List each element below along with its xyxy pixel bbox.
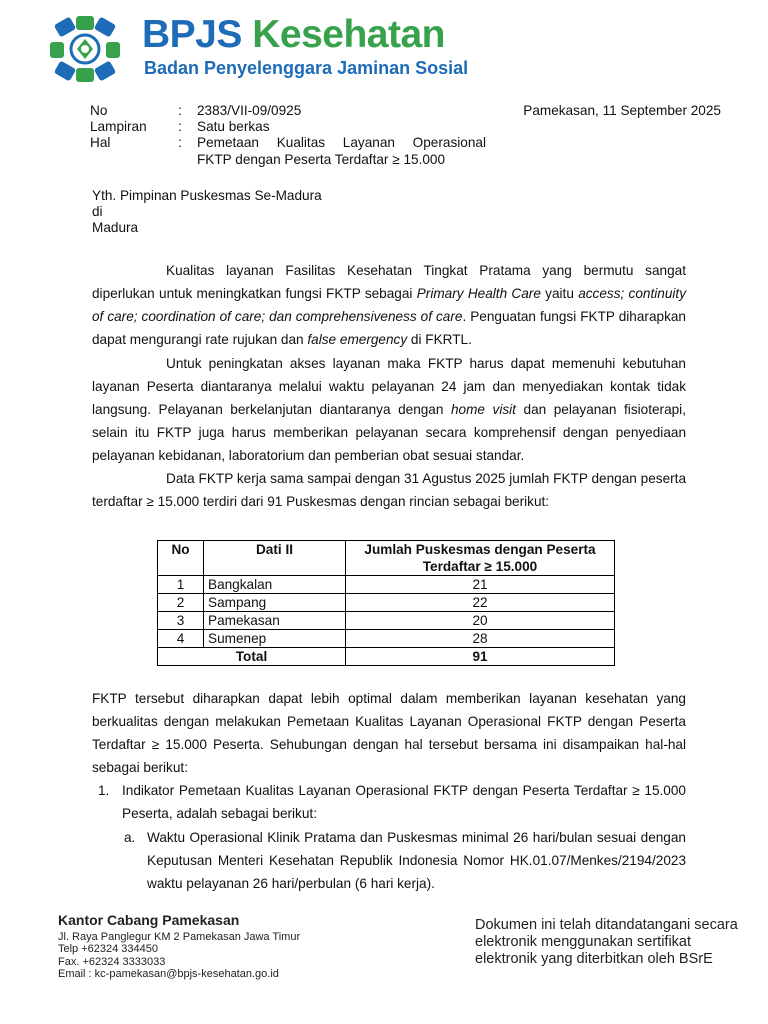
letter-date: Pamekasan, 11 September 2025 xyxy=(523,103,721,118)
addressee-line1: Yth. Pimpinan Puskesmas Se-Madura xyxy=(92,188,322,203)
hal-word: Layanan xyxy=(342,135,395,150)
table-cell: 22 xyxy=(346,594,615,612)
table-cell: 28 xyxy=(346,630,615,648)
footer-fax: Fax. +62324 3333033 xyxy=(58,956,166,968)
table-header: No xyxy=(158,541,204,576)
table-cell: Sampang xyxy=(204,594,346,612)
table-cell: Bangkalan xyxy=(204,576,346,594)
colon: : xyxy=(178,135,182,150)
paragraph-2: Untuk peningkatan akses layanan maka FKTP harus dapat memenuhi kebutuhan layanan Peserta diantaranya melalui waktu pelayanan 24 jam dan menyediakan kontak tidak langsung. Pelayanan berkelanjutan diantaranya dengan home visit dan pelayanan fisioterapi, selain itu FKTP juga harus memberikan pelayanan secara komprehensif dengan penyediaan pelayanan kebidanan, laboratorium dan pemberian obat sesuai standar. xyxy=(92,356,686,463)
footer-phone: Telp +62324 334450 xyxy=(58,943,159,955)
meta-lampiran-label: Lampiran xyxy=(90,119,147,134)
table-cell: Pamekasan xyxy=(204,612,346,630)
table-header: Dati II xyxy=(204,541,346,576)
table-row xyxy=(158,576,615,594)
sublist-item-letter: a. xyxy=(124,830,136,845)
table-cell: 21 xyxy=(346,576,615,594)
bpjs-logo-icon xyxy=(50,16,120,82)
hal-word: Operasional xyxy=(412,135,486,150)
e-signature-note: Dokumen ini telah ditandatangani secara elektronik menggunakan sertifikat elektronik yang diterbitkan oleh BSrE xyxy=(475,917,738,967)
addressee-line3: Madura xyxy=(92,220,139,235)
sublist-item-a: Waktu Operasional Klinik Pratama dan Puskesmas minimal 26 hari/bulan sesuai dengan Keputusan Menteri Kesehatan Republik Indonesia Nomor HK.01.07/Menkes/2194/2023 waktu pelayanan 26 hari/perbulan (6 hari kerja). xyxy=(147,830,686,891)
table-cell: 20 xyxy=(346,612,615,630)
colon: : xyxy=(178,103,182,118)
paragraph-1: Kualitas layanan Fasilitas Kesehatan Tingkat Pratama yang bermutu sangat diperlukan untuk meningkatkan fungsi FKTP sebagai Primary Health Care yaitu access; continuity of care; coordination of care; dan comprehensiveness of care. Penguatan fungsi FKTP diharapkan dapat mengurangi rate rujukan dan false emergency di FKRTL. xyxy=(92,263,686,347)
hal-word: Kualitas xyxy=(276,135,326,150)
hal-line2: FKTP dengan Peserta Terdaftar ≥ 15.000 xyxy=(197,152,446,167)
table-total-value: 91 xyxy=(346,648,615,666)
brand-subtitle: Badan Penyelenggara Jaminan Sosial xyxy=(144,58,469,78)
list-item-number: 1. xyxy=(98,783,110,798)
table-total-row xyxy=(158,648,615,666)
table-header-row xyxy=(158,541,615,576)
footer-address: Jl. Raya Panglegur KM 2 Pamekasan Jawa Timur xyxy=(58,931,301,943)
table-header: Jumlah Puskesmas dengan Peserta Terdaftar ≥ 15.000 xyxy=(346,541,615,576)
brand-name: BPJS Kesehatan xyxy=(142,13,445,56)
table-cell: 3 xyxy=(158,612,204,630)
paragraph-4: FKTP tersebut diharapkan dapat lebih optimal dalam memberikan layanan kesehatan yang berkualitas dengan melakukan Pemetaan Kualitas Layanan Operasional FKTP dengan Peserta Terdaftar ≥ 15.000 Peserta. Sehubungan dengan hal tersebut bersama ini disampaikan hal-hal sebagai berikut: xyxy=(92,691,686,775)
table-cell: 1 xyxy=(158,576,204,594)
colon: : xyxy=(178,119,182,134)
footer-office: Kantor Cabang Pamekasan xyxy=(58,912,240,928)
table-row xyxy=(158,630,615,648)
table-cell: 4 xyxy=(158,630,204,648)
table-total-label: Total xyxy=(158,648,346,666)
meta-no-label: No xyxy=(90,103,108,118)
table-cell: Sumenep xyxy=(204,630,346,648)
puskesmas-table xyxy=(157,540,615,666)
meta-hal-value xyxy=(197,134,486,168)
footer-email: Email : kc-pamekasan@bpjs-kesehatan.go.id xyxy=(58,968,279,980)
paragraph-3: Data FKTP kerja sama sampai dengan 31 Agustus 2025 jumlah FKTP dengan peserta terdaftar ≥ 15.000 terdiri dari 91 Puskesmas dengan rincian sebagai berikut: xyxy=(92,471,686,509)
hal-word: Pemetaan xyxy=(197,135,259,150)
table-row xyxy=(158,594,615,612)
list-item-1: Indikator Pemetaan Kualitas Layanan Operasional FKTP dengan Peserta Terdaftar ≥ 15.000 Peserta, adalah sebagai berikut: xyxy=(122,783,686,821)
meta-hal-label: Hal xyxy=(90,135,111,150)
addressee-line2: di xyxy=(92,204,103,219)
meta-lampiran-value: Satu berkas xyxy=(197,119,270,134)
meta-no-value: 2383/VII-09/0925 xyxy=(197,103,302,118)
table-cell: 2 xyxy=(158,594,204,612)
table-row xyxy=(158,612,615,630)
